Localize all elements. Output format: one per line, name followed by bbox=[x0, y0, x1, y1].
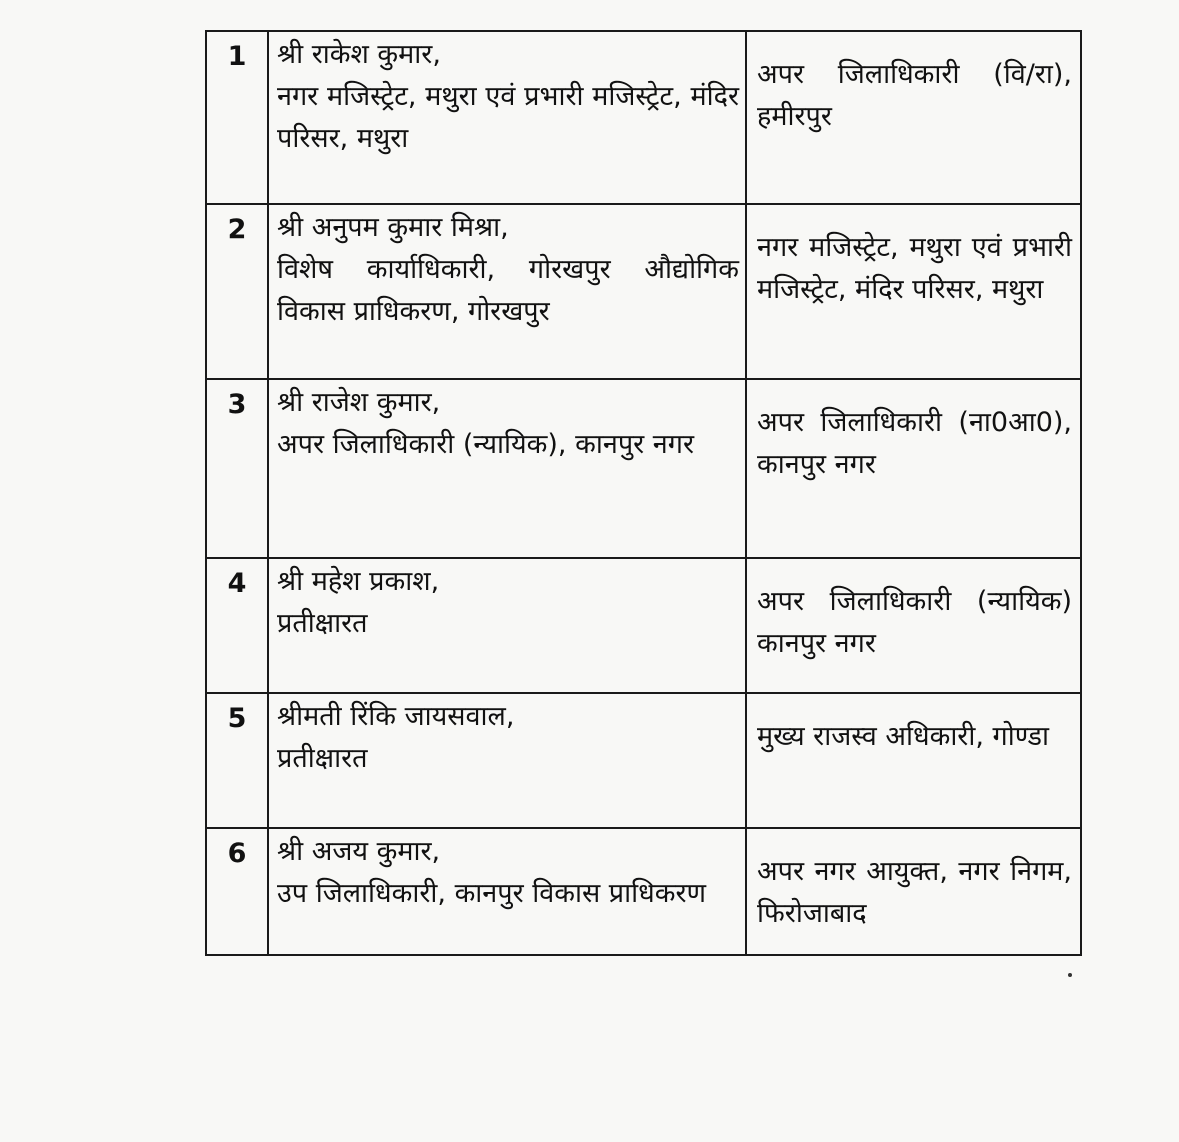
new-posting-cell bbox=[746, 693, 1081, 828]
current-post: उप जिलाधिकारी, कानपुर विकास प्राधिकरण bbox=[277, 878, 707, 909]
officer-name: श्री महेश प्रकाश, bbox=[277, 566, 440, 597]
new-post: अपर नगर आयुक्त, नगर निगम, फिरोजाबाद bbox=[757, 856, 1072, 929]
new-post: अपर जिलाधिकारी (न्यायिक) कानपुर नगर bbox=[757, 586, 1072, 659]
current-post: प्रतीक्षारत bbox=[277, 743, 368, 774]
transfer-table bbox=[205, 30, 1082, 956]
new-post: अपर जिलाधिकारी (वि/रा), हमीरपुर bbox=[757, 59, 1072, 132]
table-row bbox=[206, 828, 1081, 955]
table-row bbox=[206, 693, 1081, 828]
current-post: विशेष कार्याधिकारी, गोरखपुर औद्योगिक विकास प्राधिकरण, गोरखपुर bbox=[277, 254, 739, 327]
current-posting-cell bbox=[268, 204, 746, 379]
new-post: नगर मजिस्ट्रेट, मथुरा एवं प्रभारी मजिस्ट्रेट, मंदिर परिसर, मथुरा bbox=[757, 232, 1072, 305]
serial-number: 3 bbox=[206, 379, 268, 558]
current-posting-cell bbox=[268, 31, 746, 204]
stray-mark bbox=[1068, 973, 1072, 977]
officer-name: श्री राजेश कुमार, bbox=[277, 387, 441, 418]
current-post: प्रतीक्षारत bbox=[277, 608, 368, 639]
officer-name: श्री अजय कुमार, bbox=[277, 836, 441, 867]
new-posting-cell bbox=[746, 31, 1081, 204]
new-post: मुख्य राजस्व अधिकारी, गोण्डा bbox=[757, 721, 1049, 752]
officer-name: श्रीमती रिंकि जायसवाल, bbox=[277, 701, 515, 732]
new-post: अपर जिलाधिकारी (ना0आ0), कानपुर नगर bbox=[757, 407, 1072, 480]
new-posting-cell bbox=[746, 558, 1081, 693]
new-posting-cell bbox=[746, 204, 1081, 379]
current-posting-cell bbox=[268, 379, 746, 558]
new-posting-cell bbox=[746, 828, 1081, 955]
serial-number: 4 bbox=[206, 558, 268, 693]
officer-name: श्री राकेश कुमार, bbox=[277, 39, 441, 70]
serial-number: 2 bbox=[206, 204, 268, 379]
table-row bbox=[206, 558, 1081, 693]
new-posting-cell bbox=[746, 379, 1081, 558]
table-row bbox=[206, 204, 1081, 379]
officer-name: श्री अनुपम कुमार मिश्रा, bbox=[277, 212, 509, 243]
table-row bbox=[206, 31, 1081, 204]
current-posting-cell bbox=[268, 693, 746, 828]
current-posting-cell bbox=[268, 828, 746, 955]
current-post: नगर मजिस्ट्रेट, मथुरा एवं प्रभारी मजिस्ट्रेट, मंदिर परिसर, मथुरा bbox=[277, 81, 739, 154]
serial-number: 1 bbox=[206, 31, 268, 204]
serial-number: 6 bbox=[206, 828, 268, 955]
serial-number: 5 bbox=[206, 693, 268, 828]
current-post: अपर जिलाधिकारी (न्यायिक), कानपुर नगर bbox=[277, 429, 695, 460]
current-posting-cell bbox=[268, 558, 746, 693]
table-row bbox=[206, 379, 1081, 558]
